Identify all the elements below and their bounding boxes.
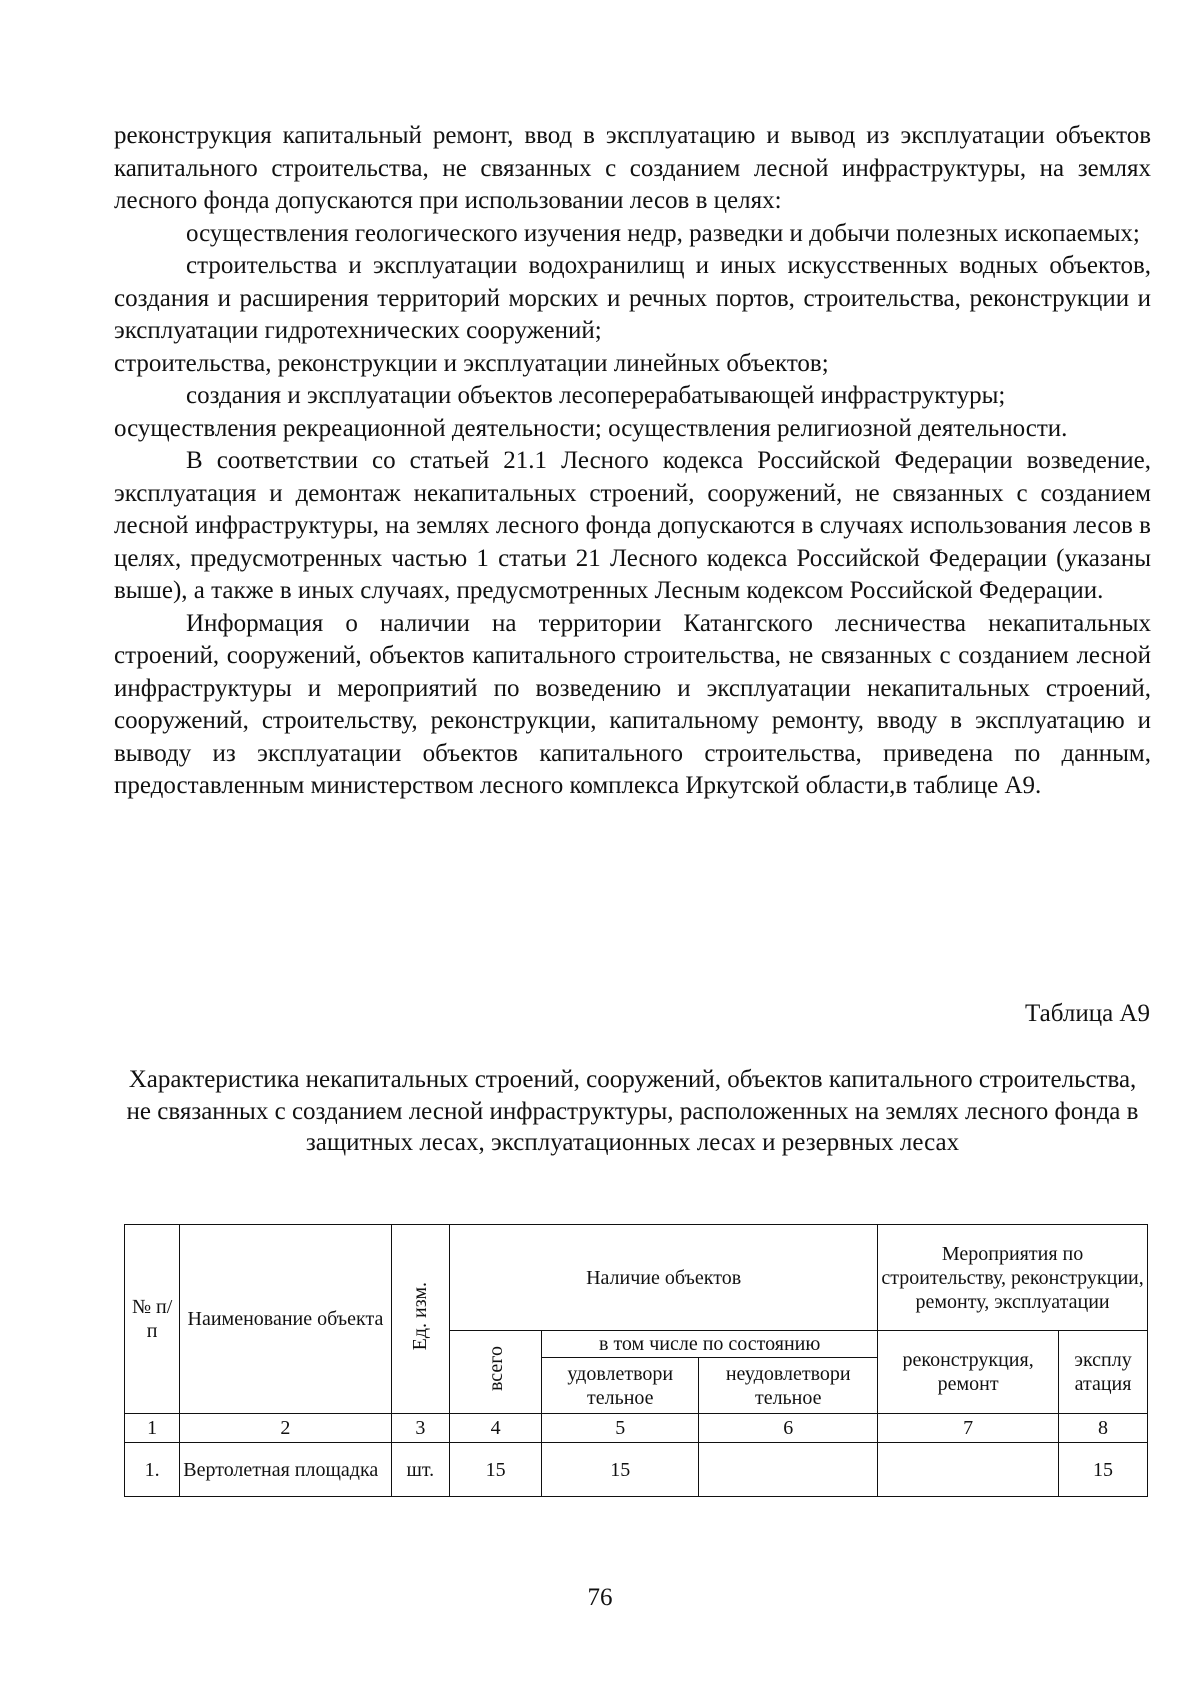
header-unit-label: Ед. изм. (409, 1281, 432, 1351)
table-row (125, 1443, 1148, 1497)
column-number: 2 (180, 1414, 391, 1443)
body-text (114, 120, 1151, 803)
column-number: 8 (1059, 1414, 1148, 1443)
cell-satisfactory: 15 (542, 1443, 699, 1497)
header-num: № п/п (125, 1225, 180, 1414)
cell-name: Вертолетная площадка (180, 1443, 391, 1497)
header-reconstruction: реконструкция, ремонт (878, 1331, 1059, 1414)
column-number: 4 (450, 1414, 542, 1443)
header-total-label: всего (484, 1346, 507, 1392)
paragraph: строительства, реконструкции и эксплуатации линейных объектов; (114, 349, 829, 377)
column-number: 7 (878, 1414, 1059, 1443)
header-satisfactory: удовлетвори тельное (542, 1358, 699, 1414)
column-number: 6 (699, 1414, 878, 1443)
cell-total: 15 (450, 1443, 542, 1497)
paragraph: Информация о наличии на территории Катангского лесничества некапитальных строений, сооружений, объектов капитального строительства, не связанных с созданием лесной инфраструктуры и мероприятий по возведению и эксплуатации некапитальных строений, сооружений, строительству, реконструкции, капитальному ремонту, вводу в эксплуатацию и выводу из эксплуатации объектов капитального строительства, приведена по данным, предоставленным министерством лесного комплекса Иркутской области,в таблице А9. (114, 609, 1151, 799)
cell-reconstruction (878, 1443, 1059, 1497)
table-title: Характеристика некапитальных строений, сооружений, объектов капитального строительства, не связанных с созданием лесной инфраструктуры, расположенных на землях лесного фонда в защитных лесах, эксплуатационных лесах и резервных лесах (126, 1066, 1139, 1156)
table-label: Таблица А9 (1025, 1000, 1150, 1027)
cell-num: 1. (125, 1443, 180, 1497)
header-by-state: в том числе по состоянию (542, 1331, 878, 1358)
paragraph: реконструкция капитальный ремонт, ввод в эксплуатацию и вывод из эксплуатации объектов капитального строительства, не связанных с созданием лесной инфраструктуры, на землях лесного фонда допускаются при использовании лесов в целях: (114, 122, 1151, 214)
cell-unsatisfactory (699, 1443, 878, 1497)
paragraph: создания и эксплуатации объектов лесоперерабатывающей инфраструктуры; (186, 382, 1006, 409)
header-unsatisfactory: неудовлетвори тельное (699, 1358, 878, 1414)
header-measures: Мероприятия по строительству, реконструкции, ремонту, эксплуатации (878, 1225, 1148, 1331)
column-number: 1 (125, 1414, 180, 1443)
cell-unit: шт. (391, 1443, 450, 1497)
header-name: Наименование объекта (180, 1225, 391, 1414)
paragraph: строительства и эксплуатации водохранилищ и иных искусственных водных объектов, создания и расширения территорий морских и речных портов, строительства, реконструкции и эксплуатации гидротехнических сооружений; (114, 252, 1151, 344)
header-presence: Наличие объектов (450, 1225, 878, 1331)
column-number: 3 (391, 1414, 450, 1443)
header-unit (391, 1225, 450, 1414)
paragraph: осуществления геологического изучения недр, разведки и добычи полезных ископаемых; (186, 219, 1140, 247)
cell-operation: 15 (1059, 1443, 1148, 1497)
paragraph: осуществления рекреационной деятельности; осуществления религиозной деятельности. (114, 414, 1068, 442)
header-operation: эксплу атация (1059, 1331, 1148, 1414)
objects-table (124, 1224, 1148, 1497)
paragraph: В соответствии со статьей 21.1 Лесного кодекса Российской Федерации возведение, эксплуатация и демонтаж некапитальных строений, сооружений, не связанных с созданием лесной инфраструктуры, на землях лесного фонда допускаются в случаях использования лесов в целях, предусмотренных частью 1 статьи 21 Лесного кодекса Российской Федерации (указаны выше), а также в иных случаях, предусмотренных Лесным кодексом Российской Федерации. (114, 447, 1151, 604)
column-numbers-row (125, 1414, 1148, 1443)
column-number: 5 (542, 1414, 699, 1443)
page-number: 76 (587, 1584, 613, 1611)
header-total (450, 1331, 542, 1414)
